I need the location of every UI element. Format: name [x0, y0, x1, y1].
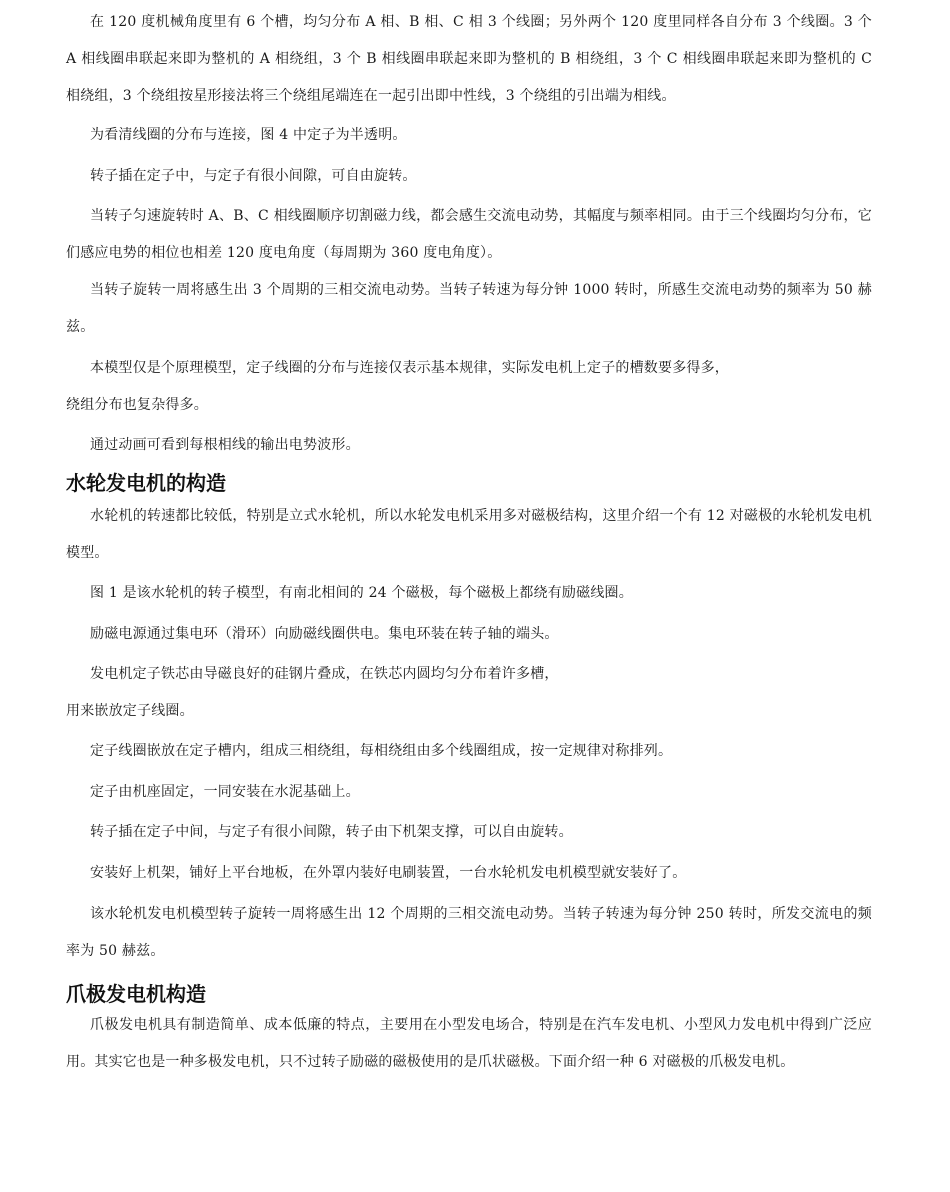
paragraph-assembly: 安装好上机架，铺好上平台地板，在外罩内装好电刷装置，一台水轮机发电机模型就安装好了。 [90, 865, 687, 881]
paragraph-claw-pole-intro: 爪极发电机具有制造简单、成本低廉的特点，主要用在小型发电场合，特别是在汽车发电机、小型风力发电机中得到广泛应用。其实它也是一种多极发电机，只不过转子励磁的磁极使用的是爪状磁极。下面介绍一种 6 对磁极的爪极发电机。 [66, 1017, 872, 1070]
paragraph-stator-slots: 在 120 度机械角度里有 6 个槽，均匀分布 A 相、B 相、C 相 3 个线圈；另外两个 120 度里同样各自分布 3 个线圈。3 个 A 相线圈串联起来即为整机的 A 相绕组，3 个 B 相线圈串联起来即为整机的 B 相绕组，3 个 C 相线圈串联起来即为整机的 C 相绕组，3 个绕组按星形接法将三个绕组尾端连在一起引出即中性线，3 个绕组的引出端为相线。 [66, 14, 872, 104]
paragraph-rotor-model: 图 1 是该水轮机的转子模型，有南北相间的 24 个磁极，每个磁极上都绕有励磁线圈。 [90, 585, 633, 601]
section-heading-claw-pole: 爪极发电机构造 [66, 982, 206, 1006]
paragraph-model-note-line1: 本模型仅是个原理模型，定子线圈的分布与连接仅表示基本规律，实际发电机上定子的槽数要多得多， [90, 360, 729, 376]
paragraph-transparent-stator: 为看清线圈的分布与连接，图 4 中定子为半透明。 [90, 127, 407, 143]
paragraph-animation: 通过动画可看到每根相线的输出电势波形。 [90, 437, 360, 453]
paragraph-frame-mount: 定子由机座固定，一同安装在水泥基础上。 [90, 784, 360, 800]
paragraph-rotor-support: 转子插在定子中间，与定子有很小间隙，转子由下机架支撑，可以自由旋转。 [90, 824, 573, 840]
paragraph-hydro-frequency: 该水轮机发电机模型转子旋转一周将感生出 12 个周期的三相交流电动势。当转子转速为每分钟 250 转时，所发交流电的频率为 50 赫兹。 [66, 906, 872, 959]
section-heading-hydro-generator: 水轮发电机的构造 [66, 471, 226, 495]
paragraph-stator-core-line1: 发电机定子铁芯由导磁良好的硅钢片叠成，在铁芯内圆均匀分布着许多槽， [90, 666, 559, 682]
paragraph-hydro-intro: 水轮机的转速都比较低，特别是立式水轮机，所以水轮发电机采用多对磁极结构，这里介绍一个有 12 对磁极的水轮机发电机模型。 [66, 508, 872, 561]
paragraph-rotor-insert: 转子插在定子中，与定子有很小间隙，可自由旋转。 [90, 168, 417, 184]
paragraph-slip-ring: 励磁电源通过集电环（滑环）向励磁线圈供电。集电环装在转子轴的端头。 [90, 626, 559, 642]
paragraph-rotation-emf: 当转子匀速旋转时 A、B、C 相线圈顺序切割磁力线，都会感生交流电动势，其幅度与频率相同。由于三个线圈均匀分布，它们感应电势的相位也相差 120 度电角度（每周期为 360 度电角度）。 [66, 208, 872, 261]
paragraph-stator-coils: 定子线圈嵌放在定子槽内，组成三相绕组，每相绕组由多个线圈组成，按一定规律对称排列。 [90, 743, 673, 759]
paragraph-stator-core-line2: 用来嵌放定子线圈。 [66, 703, 194, 719]
paragraph-model-note-line2: 绕组分布也复杂得多。 [66, 397, 208, 413]
paragraph-frequency: 当转子旋转一周将感生出 3 个周期的三相交流电动势。当转子转速为每分钟 1000 转时，所感生交流电动势的频率为 50 赫兹。 [66, 282, 872, 335]
